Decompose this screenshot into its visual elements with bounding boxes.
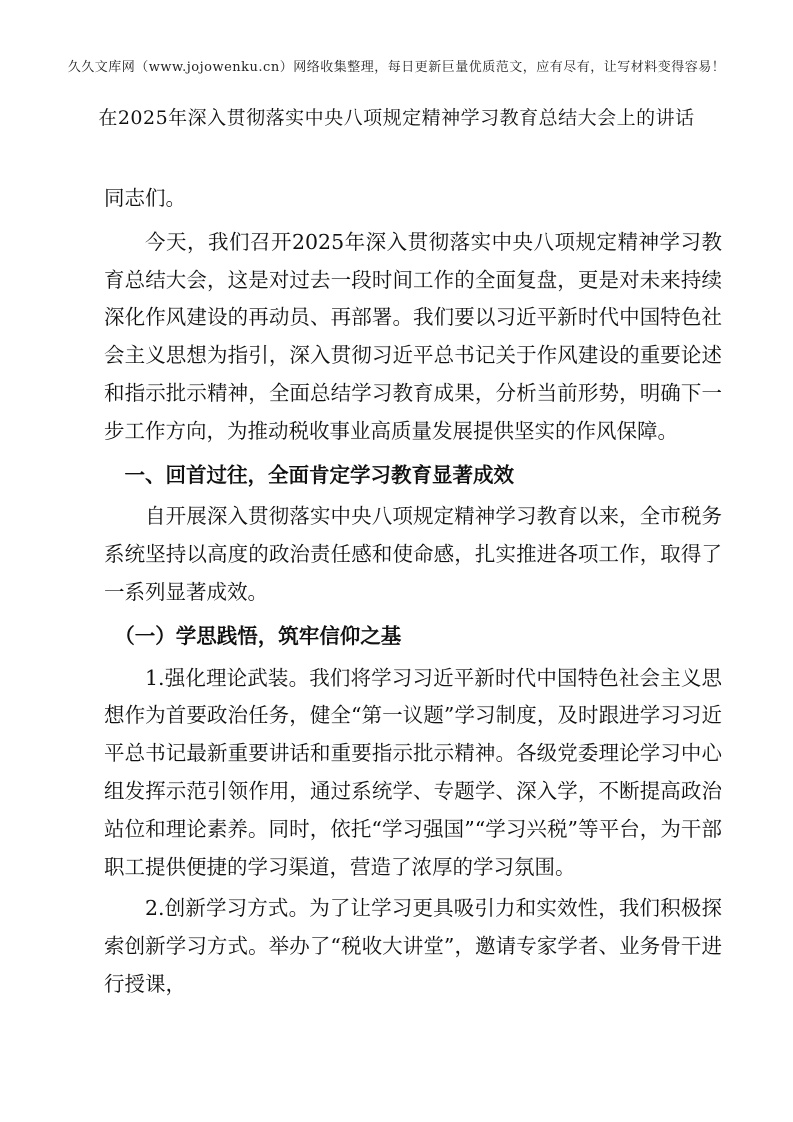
document-title: 在2025年深入贯彻落实中央八项规定精神学习教育总结大会上的讲话 <box>98 107 695 129</box>
document-body <box>104 180 722 1004</box>
subsection-heading-1: （一）学思践悟，筑牢信仰之基 <box>114 623 402 648</box>
section-heading-1: 一、回首过往，全面肯定学习教育显著成效 <box>124 462 514 487</box>
paragraph-section-1: 自开展深入贯彻落实中央八项规定精神学习教育以来，全市税务系统坚持以高度的政治责任感和使命感，扎实推进各项工作，取得了一系列显著成效。 <box>104 504 722 604</box>
header-note: 久久文库网（www.jojowenku.cn）网络收集整理，每日更新巨量优质范文，应有尽有，让写材料变得容易！ <box>67 60 726 75</box>
paragraph-intro: 今天，我们召开2025年深入贯彻落实中央八项规定精神学习教育总结大会，这是对过去一段时间工作的全面复盘，更是对未来持续深化作风建设的再动员、再部署。我们要以习近平新时代中国特色社会主义思想为指引，深入贯彻习近平总书记关于作风建设的重要论述和指示批示精神，全面总结学习教育成果，分析当前形势，明确下一步工作方向，为推动税收事业高质量发展提供坚实的作风保障。 <box>104 229 722 443</box>
salutation: 同志们。 <box>104 186 186 210</box>
paragraph-item-2: 2.创新学习方式。为了让学习更具吸引力和实效性，我们积极探索创新学习方式。举办了“税收大讲堂”，邀请专家学者、业务骨干进行授课， <box>104 896 722 996</box>
paragraph-item-1: 1.强化理论武装。我们将学习习近平新时代中国特色社会主义思想作为首要政治任务，健全“第一议题”学习制度，及时跟进学习习近平总书记最新重要讲话和重要指示批示精神。各级党委理论学习中心组发挥示范引领作用，通过系统学、专题学、深入学，不断提高政治站位和理论素养。同时，依托“学习强国”“学习兴税”等平台，为干部职工提供便捷的学习渠道，营造了浓厚的学习氛围。 <box>104 665 722 879</box>
